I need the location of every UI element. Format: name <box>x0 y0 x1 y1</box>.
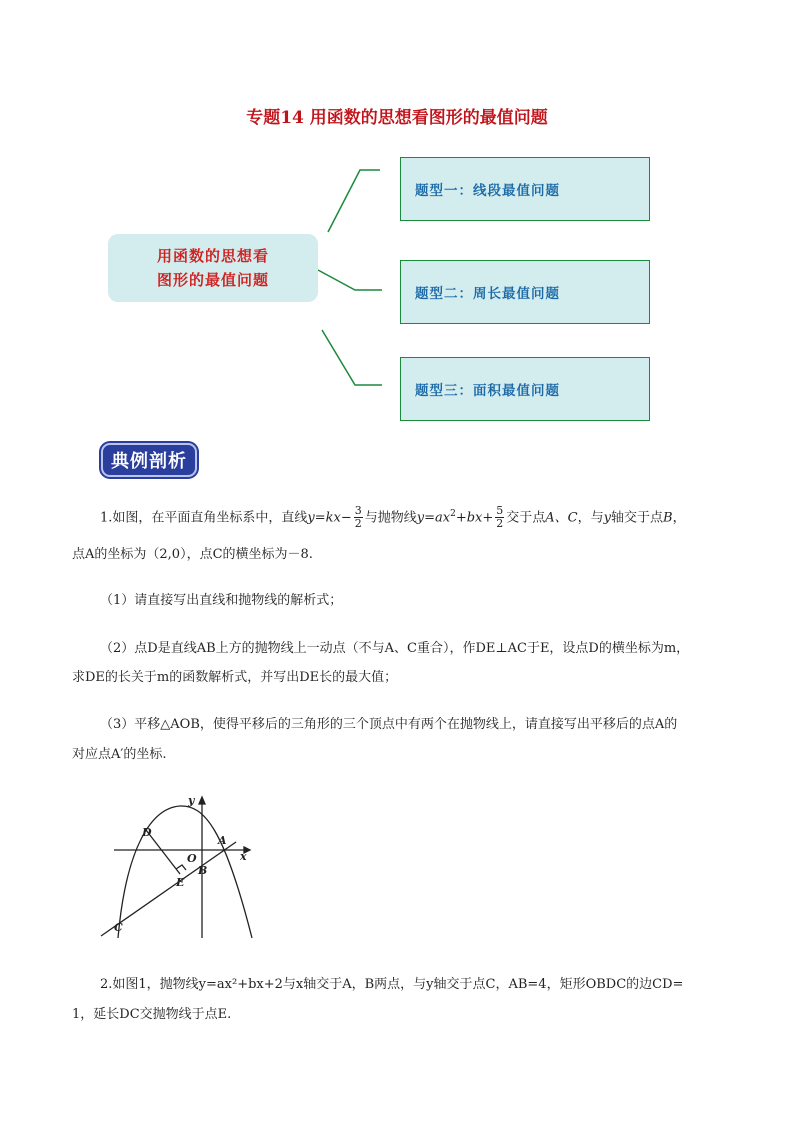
question-3-line2: 对应点A′的坐标. <box>72 747 167 762</box>
question-1: （1）请直接写出直线和抛物线的解析式； <box>100 593 343 608</box>
question-3-line1: （3）平移△AOB，使得平移后的三角形的三个顶点中有两个在抛物线上，请直接写出平移后的点A的 <box>100 717 678 732</box>
label-x: x <box>240 850 247 863</box>
mindmap-center-node <box>108 234 318 302</box>
problem1-text-b: 与抛物线 <box>364 510 417 526</box>
problem2-line1: 2.如图1，抛物线y=ax²+bx+2与x轴交于A，B两点，与y轴交于点C，AB=4，矩形OBDC的边CD= <box>100 977 684 992</box>
connector-middle <box>318 270 382 290</box>
line-equation: y=kx− <box>307 510 352 526</box>
parabola-curve <box>118 806 252 938</box>
label-D: D <box>142 826 152 839</box>
type-node-2-label: 题型二：周长最值问题 <box>415 286 560 302</box>
question-2-line2: 求DE的长关于m的函数解析式，并写出DE长的最大值； <box>72 670 398 685</box>
label-y: y <box>188 794 195 807</box>
type-node-1-label: 题型一：线段最值问题 <box>415 183 560 199</box>
label-E: E <box>176 876 185 889</box>
problem1-figure <box>96 788 266 948</box>
label-B: B <box>198 864 208 877</box>
question-2-line1: （2）点D是直线AB上方的抛物线上一动点（不与A、C重合），作DE⊥AC于E，设点D的横坐标为m， <box>100 641 690 656</box>
center-node-line1: 用函数的思想看 <box>156 247 269 265</box>
right-angle-mark <box>176 865 186 870</box>
label-C: C <box>114 921 123 934</box>
type-node-2 <box>400 260 650 324</box>
parabola-equation-rest: +bx+ <box>455 510 494 526</box>
problem1-text-a: 1.如图，在平面直角坐标系中，直线 <box>100 510 308 526</box>
fraction-3-2: $\frac{3}{2}$ <box>354 504 362 531</box>
center-node-line2: 图形的最值问题 <box>156 271 269 289</box>
label-O: O <box>187 852 197 865</box>
page-title: 专题14 用函数的思想看图形的最值问题 <box>246 108 548 128</box>
label-A: A <box>218 834 227 847</box>
problem1-statement <box>72 500 727 540</box>
y-axis-arrow <box>199 797 205 804</box>
connector-top <box>328 170 380 232</box>
type-node-3 <box>400 357 650 421</box>
connector-bottom <box>322 330 382 385</box>
mindmap-connectors <box>0 0 794 430</box>
problem1-line1: 1.如图，在平面直角坐标系中，直线y=kx− $\frac{3}{2}$ 与抛物线$y=ax^2+bx+$ $\frac{5}{2}$ 交于点A、C，与y轴交于点B， <box>100 504 686 531</box>
type-node-1 <box>400 157 650 221</box>
problem1-line2: 点A的坐标为（2,0），点C的横坐标为－8. <box>72 547 313 562</box>
type-node-3-label: 题型三：面积最值问题 <box>415 383 560 399</box>
parabola-equation: y=ax <box>416 510 451 526</box>
problem2-line2: 1，延长DC交抛物线于点E. <box>72 1007 232 1022</box>
fraction-5-2: $\frac{5}{2}$ <box>496 504 504 531</box>
section-badge: 典例剖析 <box>101 443 197 477</box>
